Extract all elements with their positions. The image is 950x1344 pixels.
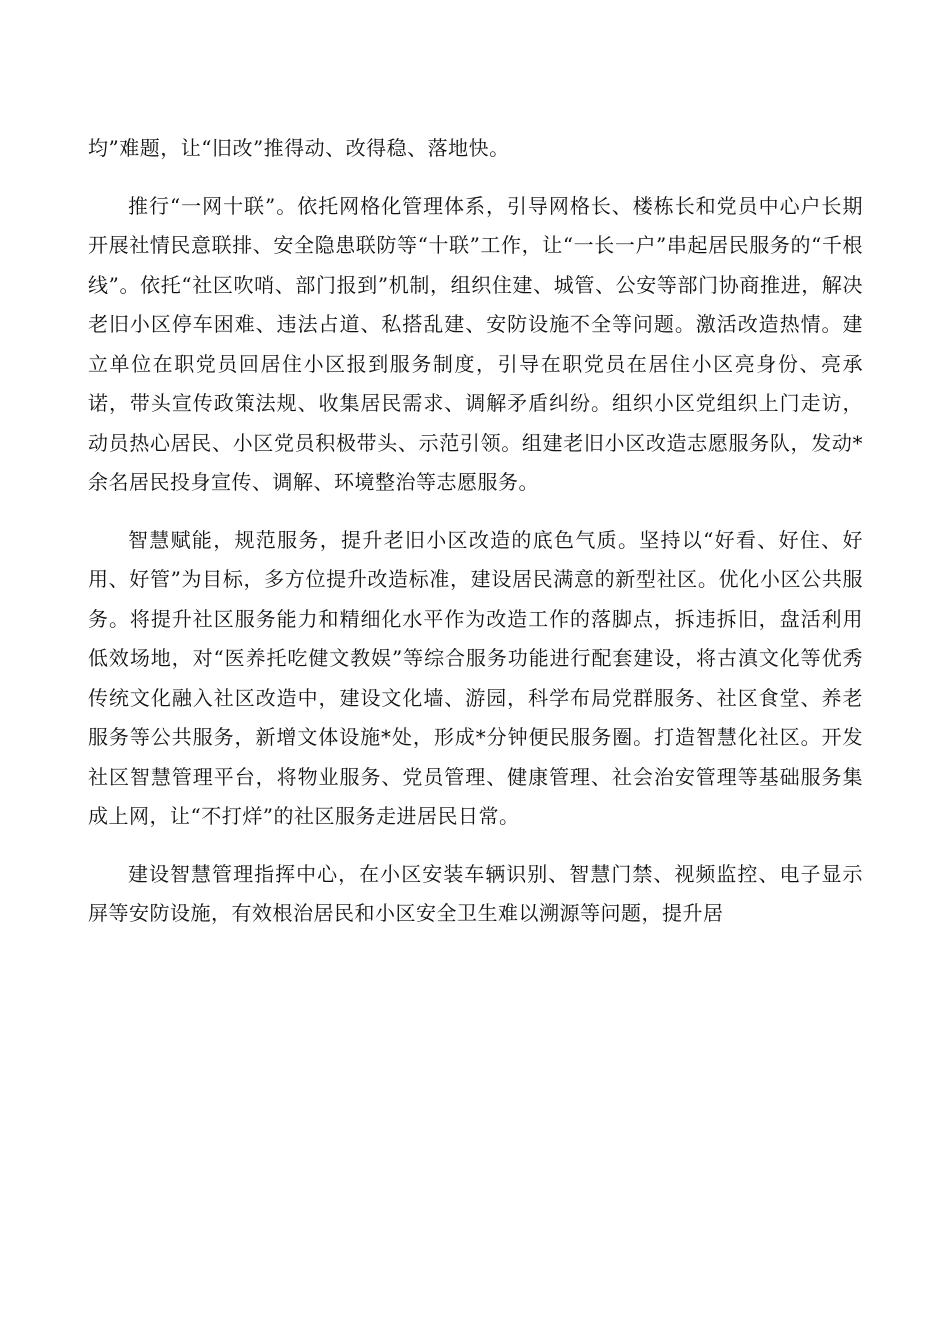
- document-body: [88, 129, 863, 952]
- paragraph-1: 均”难题，让“旧改”推得动、改得稳、落地快。: [88, 136, 510, 160]
- paragraph-2: 推行“一网十联”。依托网格化管理体系，引导网格长、楼栋长和党员中心户长期开展社情民意联排、安全隐患联防等“十联”工作，让“一长一户”串起居民服务的“千根线”。依托“社区吹哨、部门报到”机制，组织住建、城管、公安等部门协商推进，解决老旧小区停车困难、违法占道、私搭乱建、安防设施不全等问题。激活改造热情。建立单位在职党员回居住小区报到服务制度，引导在职党员在居住小区亮身份、亮承诺，带头宣传政策法规、收集居民需求、调解矛盾纠纷。组织小区党组织上门走访，动员热心居民、小区党员积极带头、示范引领。组建老旧小区改造志愿服务队，发动*余名居民投身宣传、调解、环境整治等志愿服务。: [88, 193, 863, 494]
- paragraph-3: 智慧赋能，规范服务，提升老旧小区改造的底色气质。坚持以“好看、好住、好用、好管”为目标，多方位提升改造标准，建设居民满意的新型社区。优化小区公共服务。将提升社区服务能力和精细化水平作为改造工作的落脚点，拆违拆旧，盘活利用低效场地，对“医养托吃健文教娱”等综合服务功能进行配套建设，将古滇文化等优秀传统文化融入社区改造中，建设文化墙、游园，科学布局党群服务、社区食堂、养老服务等公共服务，新增文体设施*处，形成*分钟便民服务圈。打造智慧化社区。开发社区智慧管理平台，将物业服务、党员管理、健康管理、社会治安管理等基础服务集成上网，让“不打烊”的社区服务走进居民日常。: [88, 527, 863, 828]
- paragraph-4: 建设智慧管理指挥中心，在小区安装车辆识别、智慧门禁、视频监控、电子显示屏等安防设施，有效根治居民和小区安全卫生难以溯源等问题，提升居: [88, 861, 863, 925]
